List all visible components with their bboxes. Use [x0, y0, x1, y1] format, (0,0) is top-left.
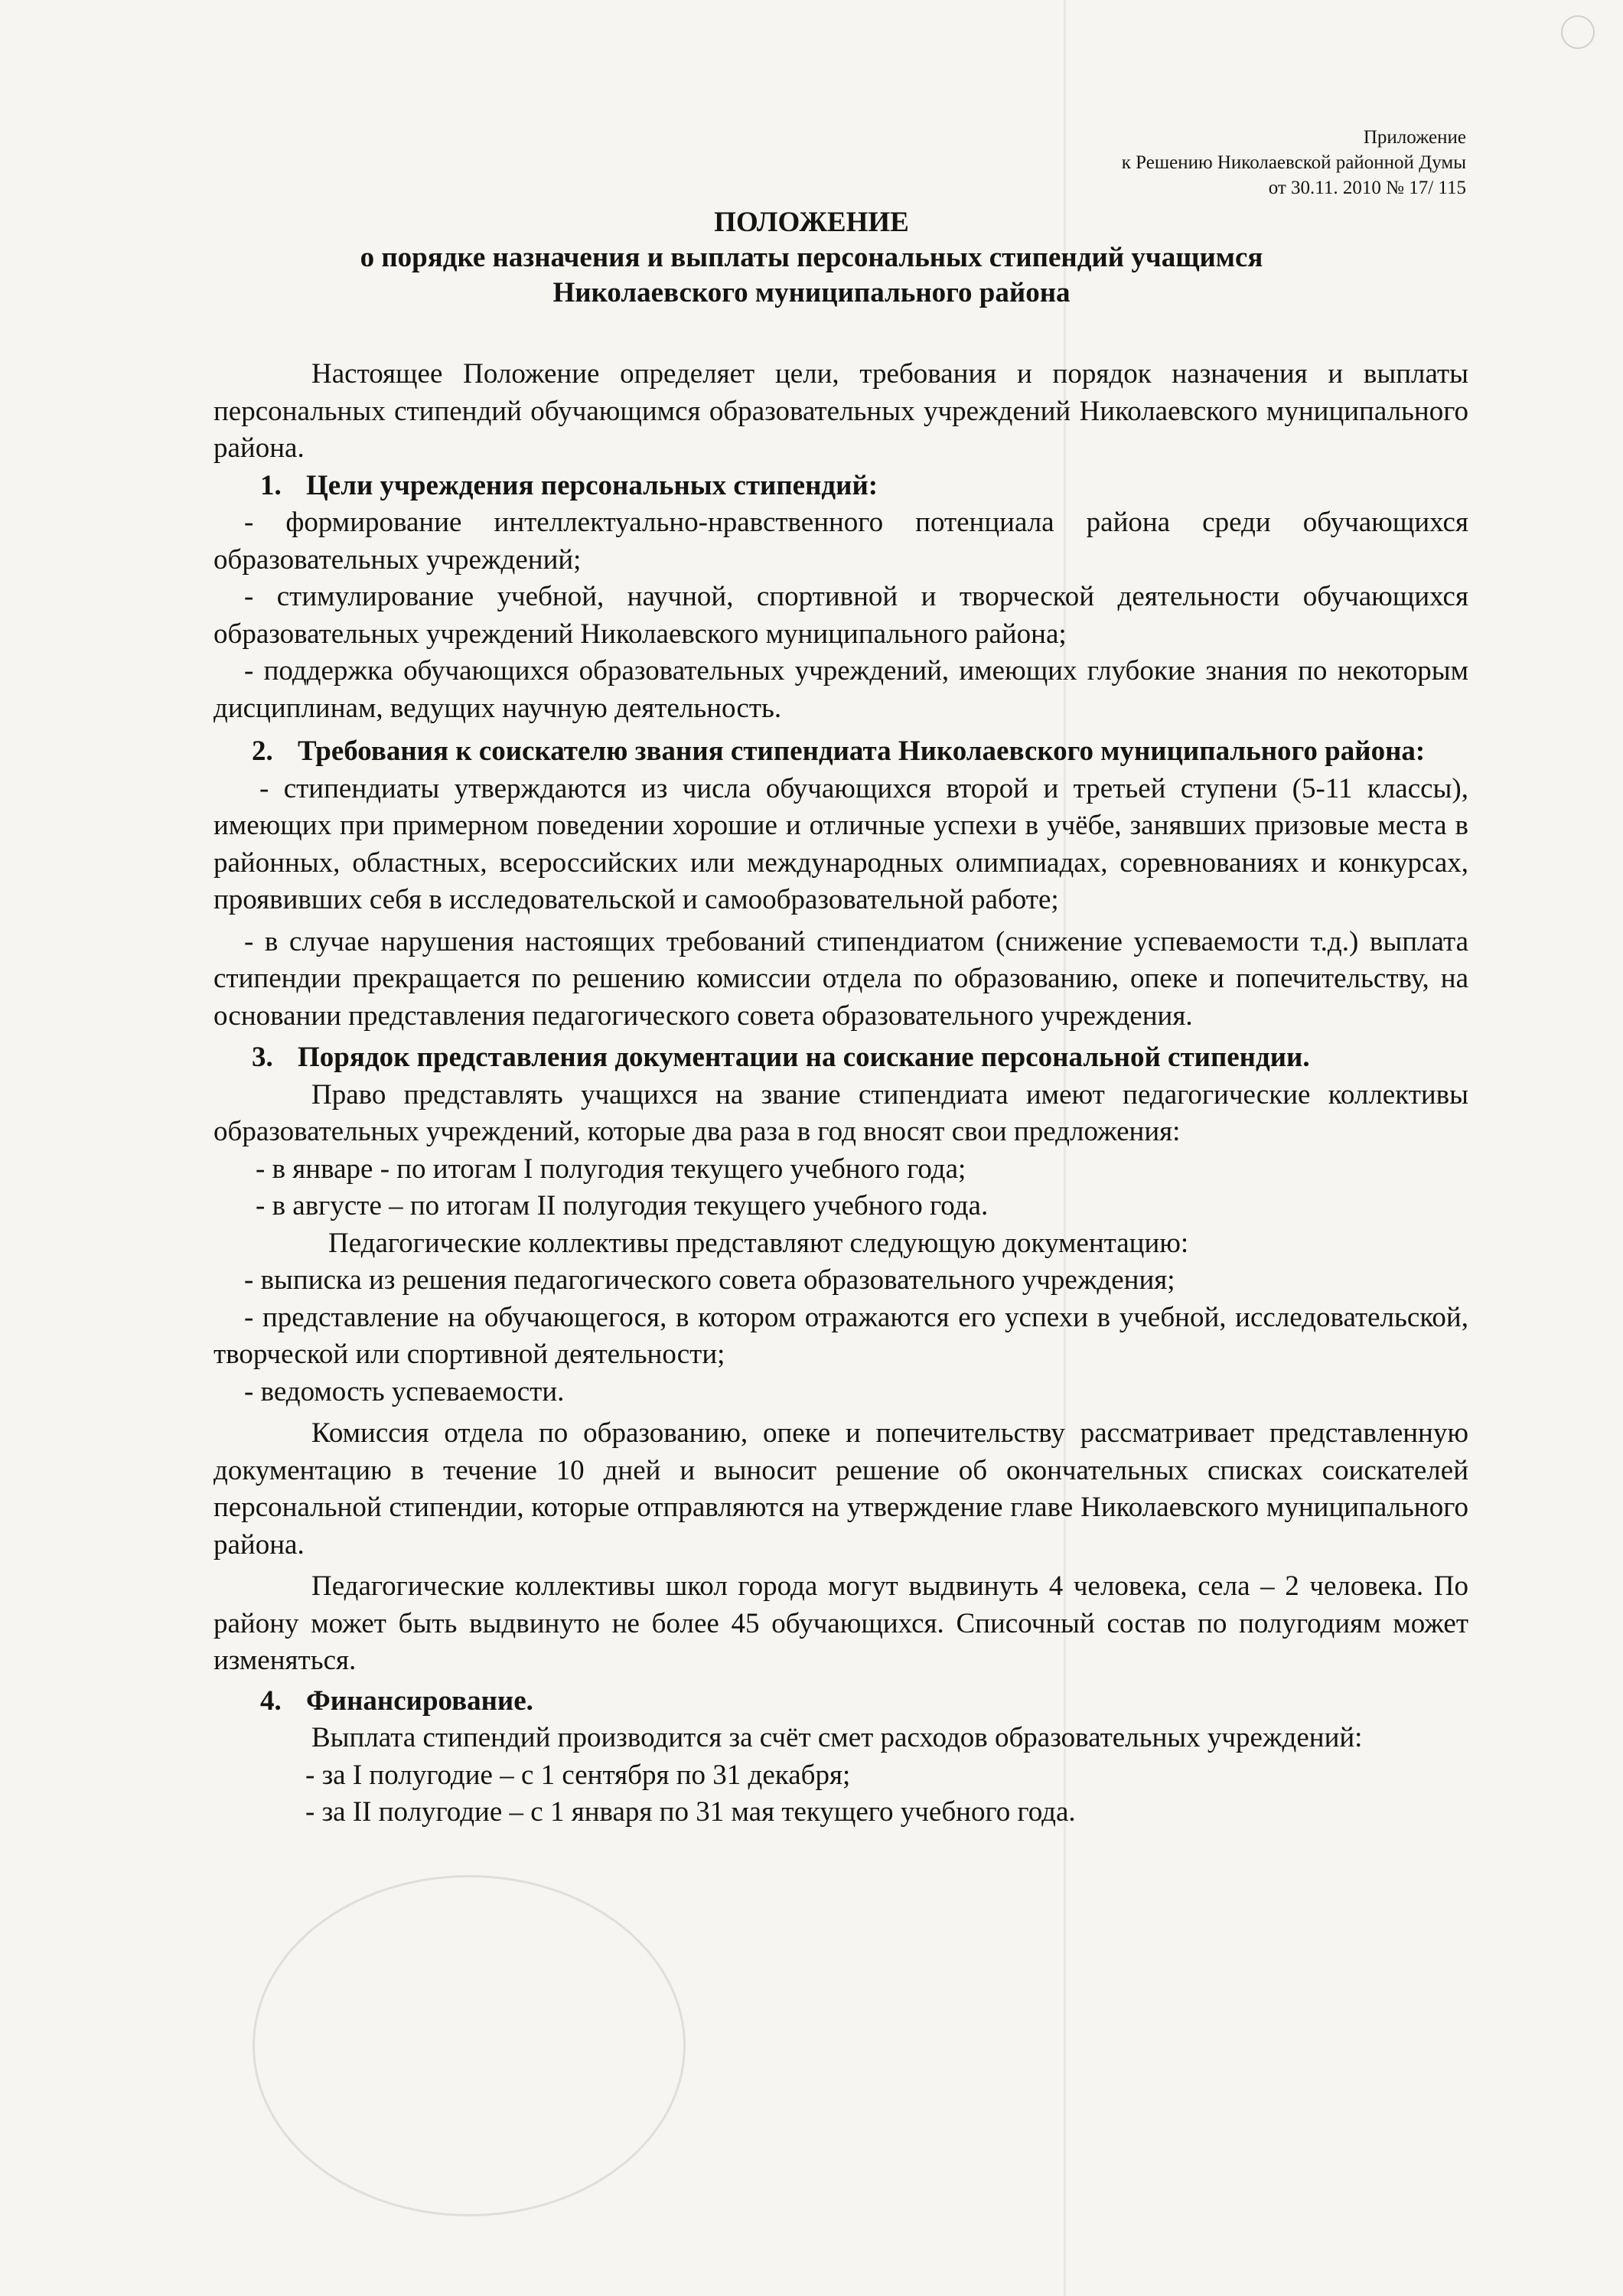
- title-sub-2: Николаевского муниципального района: [552, 277, 1071, 308]
- section-3-number: 3.: [252, 1042, 273, 1073]
- faded-seal: [253, 1875, 686, 2216]
- section-1-item-1: - формирование интеллектуально-нравственного потенциала района среди обучающихся образовательных учреждений;: [213, 507, 1468, 576]
- section-2-item-2: - в случае нарушения настоящих требований стипендиатом (снижение успеваемости т.д.) выплата стипендии прекращается по решению комиссии отдела по образованию, опеке и попечительству, на основании представления педагогического совета образовательного учреждения.: [213, 925, 1468, 1032]
- section-4-heading: [213, 1683, 1468, 1720]
- section-2-heading: [213, 733, 1468, 771]
- section-3-heading: [213, 1039, 1468, 1077]
- section-2-item-1: - стипендиаты утверждаются из числа обучающихся второй и третьей ступени (5-11 классы), имеющих при примерном поведении хорошие и отличные успехи в учёбе, занявших призовые места в районных, областных, всероссийских или международных олимпиадах, соревнованиях и конкурсах, проявивших себя в исследовательской и самообразовательной работе;: [213, 772, 1468, 915]
- annex-line-3: от 30.11. 2010 № 17/ 115: [1268, 178, 1466, 198]
- title-sub-1: о порядке назначения и выплаты персональных стипендий учащимся: [360, 242, 1263, 273]
- section-3-doc-3: - ведомость успеваемости.: [244, 1375, 565, 1407]
- section-3-paragraph-4: Педагогические коллективы школ города могут выдвинуть 4 человека, села – 2 человека. По району может быть выдвинуто не более 45 обучающихся. Списочный состав по полугодиям может изменяться.: [213, 1570, 1468, 1676]
- document-title: [0, 205, 1623, 311]
- section-2-title: Требования к соискателю звания стипендиата Николаевского муниципального района:: [298, 735, 1426, 767]
- section-1-heading: [213, 468, 1468, 505]
- section-4-title: Финансирование.: [306, 1684, 533, 1717]
- section-1-item-2: - стимулирование учебной, научной, спортивной и творческой деятельности обучающихся образовательных учреждений Николаевского муниципального района;: [213, 581, 1468, 650]
- section-4-item-2: - за II полугодие – с 1 января по 31 мая текущего учебного года.: [305, 1796, 1076, 1828]
- annex-line-2: к Решению Николаевской районной Думы: [1121, 152, 1466, 173]
- document-body: [213, 356, 1468, 1831]
- section-3-doc-1: - выписка из решения педагогического совета образовательного учреждения;: [244, 1264, 1175, 1296]
- annex-header: [1122, 125, 1466, 201]
- section-3-title: Порядок представления документации на соискание персональной стипендии.: [298, 1042, 1310, 1073]
- annex-line-1: Приложение: [1363, 127, 1466, 148]
- section-1-title: Цели учреждения персональных стипендий:: [306, 469, 878, 501]
- section-3-term-2: - в августе – по итогам II полугодия текущего учебного года.: [256, 1190, 989, 1221]
- section-4-item-1: - за I полугодие – с 1 сентября по 31 декабря;: [305, 1759, 851, 1791]
- section-3-doc-2: - представление на обучающегося, в котором отражаются его успехи в учебной, исследовательской, творческой или спортивной деятельности;: [213, 1301, 1468, 1370]
- section-2-number: 2.: [252, 735, 273, 767]
- section-1-number: 1.: [260, 469, 282, 501]
- section-3-paragraph-1: Право представлять учащихся на звание стипендиата имеют педагогические коллективы образовательных учреждений, которые два раза в год вносят свои предложения:: [213, 1078, 1468, 1147]
- section-3-term-1: - в январе - по итогам I полугодия текущего учебного года;: [256, 1153, 966, 1185]
- section-3-paragraph-3: Комиссия отдела по образованию, опеке и попечительству рассматривает представленную документацию в течение 10 дней и выносит решение об окончательных списках соискателей персональной стипендии, которые отправляются на утверждение главе Николаевского муниципального района.: [213, 1417, 1468, 1561]
- section-1-item-3: - поддержка обучающихся образовательных учреждений, имеющих глубокие знания по некоторым дисциплинам, ведущих научную деятельность.: [213, 655, 1468, 724]
- title-main: ПОЛОЖЕНИЕ: [714, 207, 909, 238]
- section-3-paragraph-2: Педагогические коллективы представляют следующую документацию:: [328, 1227, 1189, 1259]
- section-4-number: 4.: [260, 1684, 282, 1717]
- intro-paragraph: Настоящее Положение определяет цели, требования и порядок назначения и выплаты персональных стипендий обучающимся образовательных учреждений Николаевского муниципального района.: [213, 358, 1468, 464]
- scan-mark: [1561, 15, 1595, 49]
- section-4-paragraph-1: Выплата стипендий производится за счёт смет расходов образовательных учреждений:: [311, 1722, 1363, 1753]
